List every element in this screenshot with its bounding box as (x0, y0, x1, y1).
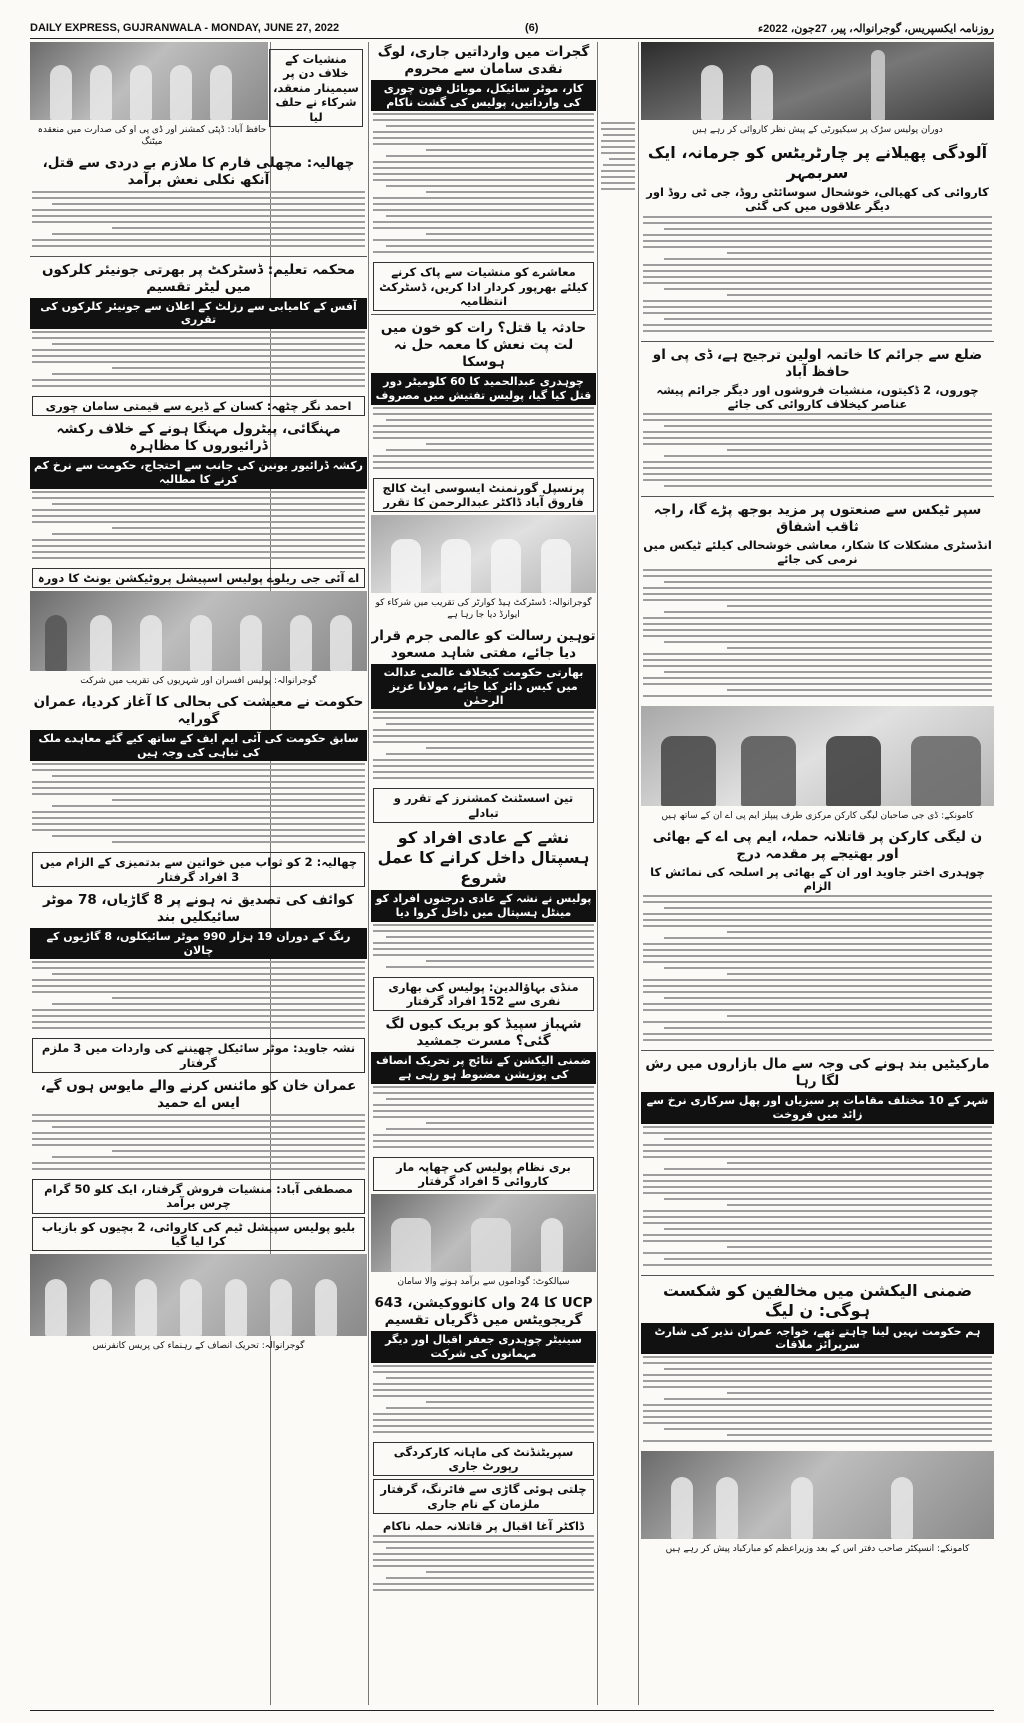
news-photo (641, 706, 994, 806)
news-box: منشیات کے خلاف دن پر سیمینار منعقد، شرکاء نے حلف لیا (269, 49, 363, 127)
news-photo (641, 1451, 994, 1539)
article (641, 141, 994, 336)
article-body (643, 216, 992, 332)
subheadline: رنگ کے دوران 19 ہزار 990 موٹر سائیکلوں، 8 گاڑیوں کے چالان (30, 928, 367, 960)
headline: عمران خان کو مائنس کرنے والے مایوس ہوں گے، ایس اے حمید (40, 1078, 357, 1111)
headline: توہین رسالت کو عالمی جرم قرار دیا جائے، مفتی شاہد مسعود (371, 628, 596, 662)
page-footer-rule (30, 1710, 994, 1711)
subheadline: چوروں، 2 ڈکیتوں، منشیات فروشوں اور دیگر جرائم پیشہ عناصر کیخلاف کاروائی کی جائے (656, 382, 979, 411)
news-photo (371, 515, 596, 593)
news-box: احمد نگر چٹھہ: کسان کے ڈیرے سے قیمتی سامان چوری (32, 396, 365, 416)
article-body (373, 1365, 594, 1433)
headline: حادثہ یا قتل؟ رات کو خون میں لت پت نعش کا معمہ حل نہ ہوسکا (380, 320, 587, 371)
news-box: چلتی ہوئی گاڑی سے فائرنگ، گرفتار ملزمان کے نام جاری (373, 1479, 594, 1514)
news-box: بلیو پولیس سپیشل ٹیم کی کاروائی، 2 بچیوں کو بازیاب کرا لیا گیا (32, 1217, 365, 1252)
article-body (373, 113, 594, 253)
article (641, 345, 994, 492)
article (30, 153, 367, 251)
article (30, 419, 367, 562)
article-body (373, 1535, 594, 1591)
column-rule (368, 42, 369, 1705)
news-photo (30, 42, 268, 120)
news-box: مصطفی آباد: منشیات فروش گرفتار، ایک کلو 50 گرام چرس برآمد (32, 1179, 365, 1214)
subheadline: ضمنی الیکشن کے نتائج پر تحریک انصاف کی پوزیشن مضبوط ہو رہی ہے (371, 1052, 596, 1084)
news-box: چھالیہ: 2 کو ثواب میں خواتین سے بدتمیزی کے الزام میں 3 افراد گرفتار (32, 852, 365, 887)
subheadline: چوہدری عبدالحمید کا 60 کلومیٹر دور قتل کیا گیا، پولیس تفتیش میں مصروف (371, 373, 596, 405)
article-body (32, 331, 365, 387)
article-body (32, 1114, 365, 1170)
photo-caption: گوجرانوالہ: پولیس افسران اور شہریوں کی تقریب میں شرکت (80, 676, 317, 686)
headline: ضمنی الیکشن میں مخالفین کو شکست ہوگی: ن لیگ (662, 1280, 973, 1320)
article (371, 1293, 596, 1436)
article-body (643, 1356, 992, 1442)
article (371, 318, 596, 472)
masthead-left: DAILY EXPRESS, GUJRANWALA - MONDAY, JUNE 27, 2022 (30, 22, 340, 34)
article-body (32, 491, 365, 559)
news-box: اے آئی جی ریلوے پولیس اسپیشل پروٹیکشن یونٹ کا دورہ (32, 568, 365, 588)
article (371, 626, 596, 783)
headline: ڈاکٹر آغا اقبال پر قاتلانہ حملہ ناکام (382, 1519, 585, 1533)
photo-caption: کامونکے: ڈی جی صاحبان لیگی کارکن مرکزی طرف پیپلز ایم پی اے ان کے ساتھ ہیں (661, 810, 974, 821)
subheadline: انڈسٹری مشکلات کا شکار، معاشی خوشحالی کیلئے ٹیکس میں نرمی کی جائے (643, 538, 992, 567)
subheadline: سینیٹر چوہدری جعفر اقبال اور دیگر مہمانوں کی شرکت (371, 1331, 596, 1363)
article (30, 692, 367, 847)
photo-caption: حافظ آباد: ڈپٹی کمشنر اور ڈی پی او کی صدارت میں منعقدہ میٹنگ (37, 125, 267, 147)
article (371, 42, 596, 257)
headline: UCP کا 24 واں کانووکیشن، 643 گریجویٹس میں ڈگریاں تقسیم (374, 1295, 593, 1329)
article (641, 827, 994, 1046)
subheadline: شہر کے 10 مختلف مقامات پر سبزیاں اور پھل سرکاری نرخ سے زائد میں فروخت (641, 1092, 994, 1124)
article (30, 260, 367, 391)
article (641, 1054, 994, 1269)
photo-caption: کامونکے: انسپکٹر صاحب دفتر اس کے بعد وزیراعظم کو مبارکباد پیش کر رہے ہیں (665, 1544, 970, 1554)
headline: مارکیٹیں بند ہونے کی وجہ سے مال بازاروں میں رش لگا رہا (645, 1056, 990, 1090)
article-body (643, 895, 992, 1041)
headline: آلودگی پھیلانے پر چارٹریٹس کو جرمانہ، ایک سربمہر (647, 143, 988, 182)
headline: چھالیہ: مچھلی فارم کا ملازم بے دردی سے قتل، آنکھ نکلی نعش برآمد (42, 155, 355, 188)
article-body (32, 763, 365, 843)
headline: نشے کے عادی افراد کو ہسپتال داخل کرانے کا عمل شروع (377, 828, 590, 887)
subheadline: رکشہ ڈرائیور یونین کی جانب سے احتجاج، حکومت سے نرخ کم کرنے کا مطالبہ (30, 457, 367, 489)
headline: کوائف کی تصدیق نہ ہونے پر 8 گاڑیاں، 78 موٹر سائیکلیں بند (42, 892, 355, 925)
article (641, 500, 994, 701)
headline: حکومت نے معیشت کی بحالی کا آغاز کردیا، عمران گورایہ (33, 694, 364, 727)
news-photo (30, 591, 367, 671)
column-rule (638, 42, 639, 1705)
headline: سپر ٹیکس سے صنعتوں پر مزید بوجھ پڑے گا، راجہ ثاقب اشفاق (653, 502, 982, 536)
gutter-strip (599, 42, 637, 1705)
subheadline: بھارتی حکومت کیخلاف عالمی عدالت میں کیس دائر کیا جائے، مولانا عزیز الرحمٰن (371, 664, 596, 709)
middle-column (371, 42, 596, 1705)
headline: ن لیگی کارکن پر قاتلانہ حملہ، ایم پی اے کے بھائی اور بھتیجے پر مقدمہ درج (652, 828, 983, 862)
headline: ضلع سے جرائم کا خاتمہ اولین ترجیح ہے، ڈی پی او حافظ آباد (652, 346, 983, 380)
news-box: منڈی بہاؤالدین: پولیس کی بھاری نفری سے 152 افراد گرفتار (373, 977, 594, 1012)
article-body (373, 711, 594, 779)
photo-caption: گوجرانوالہ: تحریک انصاف کے رہنماء کی پریس کانفرنس (92, 1341, 305, 1352)
news-box: تین اسسٹنٹ کمشنرز کے تقرر و تبادلے (373, 788, 594, 823)
news-photo (371, 1194, 596, 1272)
photo-caption: گوجرانوالہ: ڈسٹرکٹ ہیڈ کوارٹر کی تقریب میں شرکاء کو ایوارڈ دیا جا رہا ہے (375, 598, 592, 621)
article-body (643, 1126, 992, 1266)
article-body (643, 413, 992, 487)
subheadline: کار، موٹر سائیکل، موبائل فون چوری کی وارداتیں، پولیس کی گشت ناکام (371, 80, 596, 112)
right-column (641, 42, 994, 1705)
subheadline: ہم حکومت نہیں لینا چاہتے تھے، خواجہ عمران نذیر کی شارٹ سرپرائز ملاقات (641, 1323, 994, 1355)
headline: محکمہ تعلیم: ڈسٹرکٹ پر بھرتی جونیئر کلرکوں میں لیٹر تقسیم (42, 261, 355, 295)
headline: شہباز سپیڈ کو بریک کیوں لگ گئی؟ مسرت جمشید (385, 1016, 582, 1050)
subheadline: سابق حکومت کی آئی ایم ایف کے ساتھ کیے گئے معاہدے ملک کی تباہی کی وجہ ہیں (30, 730, 367, 762)
subheadline: چوہدری اختر جاوید اور ان کے بھائی پر اسلحہ کی نمائش کا الزام (650, 864, 985, 893)
news-photo (30, 1254, 367, 1336)
article-body (373, 924, 594, 968)
news-box: نشہ جاوید: موٹر سائیکل چھیننے کی واردات میں 3 ملزم گرفتار (32, 1038, 365, 1073)
headline: مہنگائی، پیٹرول مہنگا ہونے کے خلاف رکشہ ڈرائیوروں کا مظاہرہ (56, 421, 341, 455)
article-body (373, 407, 594, 469)
news-box: سپریٹنڈنٹ کی ماہانہ کارکردگی رپورٹ جاری (373, 1442, 594, 1477)
headline: گجرات میں وارداتیں جاری، لوگ نقدی سامان سے محروم (377, 44, 590, 77)
column-rule (597, 42, 598, 1705)
left-column (30, 42, 367, 1705)
masthead-right: روزنامہ ایکسپریس، گوجرانوالہ، پیر، 27جون، 2022ء (757, 23, 994, 35)
article-body (373, 1086, 594, 1148)
article (371, 1517, 596, 1595)
article (30, 890, 367, 1033)
news-box: پرنسپل گورنمنٹ ایسوسی ایٹ کالج فاروق آباد ڈاکٹر عبدالرحمن کا تقرر (373, 478, 594, 513)
subheadline: آفس کے کامیابی سے رزلٹ کے اعلان سے جونیئر کلرکوں کی تقرری (30, 298, 367, 330)
photo-caption: دوران پولیس سڑک پر سیکیورٹی کے پیش نظر کاروائی کر رہے ہیں (692, 125, 943, 135)
article (30, 1076, 367, 1174)
article-body (32, 961, 365, 1029)
article (371, 826, 596, 972)
news-box: معاشرے کو منشیات سے پاک کرنے کیلئے بھرپور کردار ادا کریں، ڈسٹرکٹ انتظامیہ (373, 262, 594, 311)
masthead (30, 22, 994, 39)
subheadline: پولیس نے نشہ کے عادی درجنوں افراد کو مینٹل ہسپتال میں داخل کروا دیا (371, 890, 596, 922)
article (641, 1279, 994, 1447)
page-number: (6) (525, 22, 539, 34)
subheadline: کاروائی کی کھیالی، خوشحال سوسائٹی روڈ، جی ٹی روڈ اور دیگر علاقوں میں کی گئی (646, 185, 989, 214)
article-body (643, 569, 992, 697)
news-box: بری نظام پولیس کی چھاپہ مار کاروائی 5 افراد گرفتار (373, 1157, 594, 1192)
article (371, 1014, 596, 1151)
news-photo (641, 42, 994, 120)
article-body (32, 191, 365, 247)
photo-caption: سیالکوٹ: گوداموں سے برآمد ہونے والا سامان (397, 1277, 570, 1288)
